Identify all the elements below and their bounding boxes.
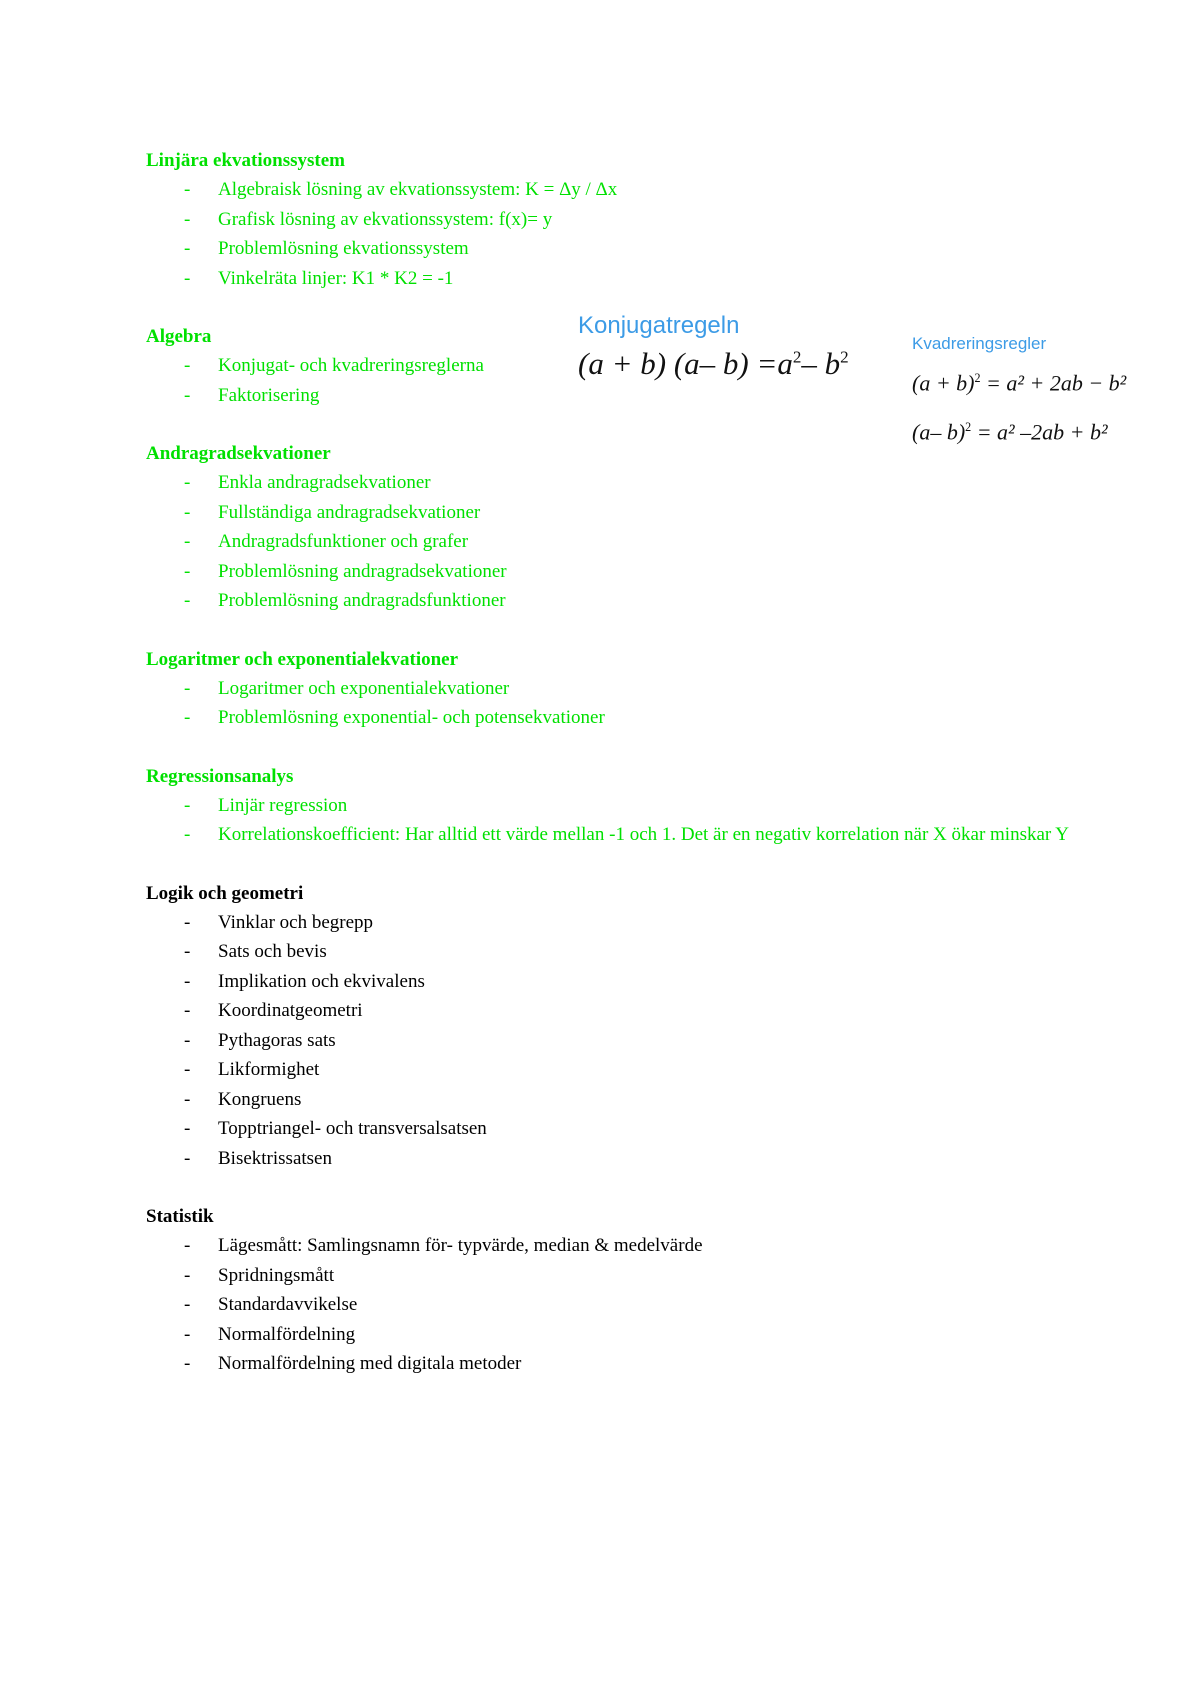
section-logaritmer [146, 645, 1106, 733]
list-item: - Standardavvikelse [184, 1294, 358, 1315]
list-item: - Lägesmått: Samlingsnamn för- typvärde, median & medelvärde [184, 1235, 703, 1256]
kvadrering-rule-2: (a– b)$^2$ = a² –2ab + b² [912, 419, 1108, 445]
list-item: - Problemlösning andragradsekvationer [184, 560, 507, 582]
kvadrering-rule-1: $(a + b)^2 = a^2 + 2ab - b^2$ [912, 370, 1127, 396]
formula-title: Konjugatregeln [578, 312, 740, 339]
section-logik-och-geometri [146, 879, 1106, 1174]
bullet-list [146, 175, 1106, 293]
section-statistik [146, 1202, 1106, 1379]
list-item: - Kongruens [184, 1088, 302, 1110]
section-linjara-ekvationssystem [146, 146, 1106, 293]
section-regressionsanalys [146, 762, 1106, 850]
list-item: - Enkla andragradsekvationer [184, 472, 431, 493]
list-item: - Problemlösning exponential- och potensekvationer [184, 707, 605, 728]
list-item: - Vinklar och begrepp [184, 911, 374, 933]
list-item: - Logaritmer och exponentialekvationer [184, 677, 510, 699]
section-heading: Andragradsekvationer [146, 443, 331, 464]
list-item: - Korrelationskoefficient: Har alltid ett värde mellan -1 och 1. Det är en negativ korrelation när X ökar minskar Y [184, 824, 1070, 845]
formula-title: Kvadreringsregler [912, 334, 1047, 353]
list-item: - Koordinatgeometri [184, 1000, 363, 1021]
list-item: - Linjär regression [184, 794, 348, 816]
bullet-list [146, 908, 1106, 1174]
list-item: - Konjugat- och kvadreringsreglerna [184, 355, 484, 376]
list-item: - Algebraisk lösning av ekvationssystem: K = Δy / Δx [184, 179, 618, 200]
list-item: - Problemlösning andragradsfunktioner [184, 590, 506, 611]
section-heading: Regressionsanalys [146, 765, 294, 787]
list-item: - Andragradsfunktioner och grafer [184, 531, 469, 552]
bullet-list [146, 468, 1106, 616]
list-item: - Sats och bevis [184, 941, 327, 962]
list-item: - Pythagoras sats [184, 1029, 336, 1051]
list-item: - Likformighet [184, 1059, 320, 1080]
list-item: - Spridningsmått [184, 1264, 335, 1286]
list-item: - Vinkelräta linjer: K1 * K2 = -1 [184, 267, 454, 289]
list-item: - Fullständiga andragradsekvationer [184, 501, 481, 523]
kvadreringsregler-formula-image [912, 332, 1172, 455]
list-item: - Normalfördelning med digitala metoder [184, 1353, 522, 1374]
list-item: - Faktorisering [184, 384, 320, 406]
list-item: - Problemlösning ekvationssystem [184, 238, 469, 259]
section-heading: Linjära ekvationssystem [146, 150, 345, 171]
bullet-list [146, 1231, 1106, 1379]
konjugat-expression: (a + b) (a– $b) =a^2-$ $b^2$ [578, 346, 849, 381]
list-item: - Grafisk lösning av ekvationssystem: f(x)= y [184, 208, 553, 230]
list-item: - Bisektrissatsen [184, 1147, 332, 1169]
section-heading: Logik och geometri [146, 882, 304, 904]
section-andragradsekvationer [146, 439, 1106, 616]
section-heading: Algebra [146, 326, 212, 347]
section-heading: Statistik [146, 1206, 214, 1227]
bullet-list [146, 674, 1106, 733]
list-item: - Topptriangel- och transversalsatsen [184, 1118, 487, 1139]
section-heading: Logaritmer och exponentialekvationer [146, 648, 459, 670]
list-item: - Implikation och ekvivalens [184, 970, 425, 992]
list-item: - Normalfördelning [184, 1323, 356, 1345]
bullet-list [146, 791, 1106, 850]
konjugatregeln-formula-image [578, 310, 878, 382]
